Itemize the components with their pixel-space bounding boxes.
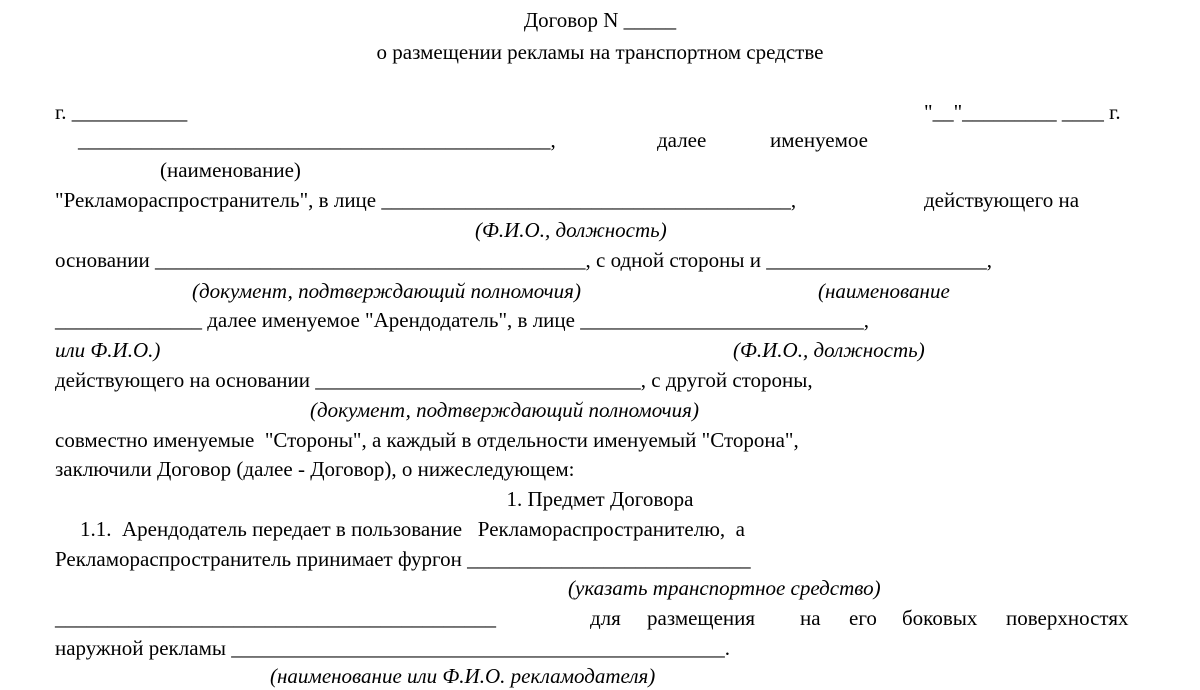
purpose-word-1: для [590,606,621,630]
joint-line-2: заключили Договор (далее - Договор), о нижеследующем: [55,457,575,481]
contract-subtitle: о размещении рекламы на транспортном средстве [376,40,824,64]
party1-name-blank: _____________________________________________, [78,128,556,152]
clause-1-1-line-1: 1.1. Арендодатель передает в пользование Рекламораспространителю, а [80,517,745,541]
purpose-word-5: боковых [902,606,978,630]
party2-name-hint: (наименование [818,279,950,303]
purpose-word-3: на [800,606,821,630]
party2-basis-line: действующего на основании _______________________________, с другой стороны, [55,368,813,392]
party1-name-hint: (наименование) [160,158,301,182]
clause-1-1-line-2: Рекламораспространитель принимает фургон ___________________________ [55,547,751,571]
date-field: "__"_________ ____ г. [924,100,1121,124]
purpose-word-6: поверхностях [1006,606,1129,630]
city-field: г. ___________ [55,100,188,124]
party2-line: ______________ далее именуемое "Арендодатель", в лице ___________________________, [55,308,869,332]
section-1-heading: 1. Предмет Договора [506,487,694,511]
party2-person-hint: (Ф.И.О., должность) [733,338,925,362]
party1-role-line: "Рекламораспространитель", в лице _______________________________________, [55,188,797,212]
party2-name-hint-cont: или Ф.И.О.) [55,338,161,362]
joint-line-1: совместно именуемые "Стороны", а каждый в отдельности именуемый "Сторона", [55,428,799,452]
party1-acting: действующего на [924,188,1080,212]
party1-basis-hint: (документ, подтверждающий полномочия) [192,279,581,303]
contract-title: Договор N _____ [523,8,677,32]
ad-line: наружной рекламы _______________________________________________. [55,636,730,660]
party1-person-hint: (Ф.И.О., должность) [475,218,667,242]
purpose-word-4: его [849,606,877,630]
vehicle-blank-line: __________________________________________ [55,606,496,630]
advertiser-hint: (наименование или Ф.И.О. рекламодателя) [270,664,656,688]
party1-basis-line: основании _________________________________________, с одной стороны и _____________________, [55,248,992,272]
purpose-word-2: размещения [647,606,756,630]
vehicle-hint: (указать транспортное средство) [568,576,881,600]
party2-basis-hint: (документ, подтверждающий полномочия) [310,398,699,422]
party1-hereinafter: далее [657,128,707,152]
party1-named: именуемое [770,128,868,152]
